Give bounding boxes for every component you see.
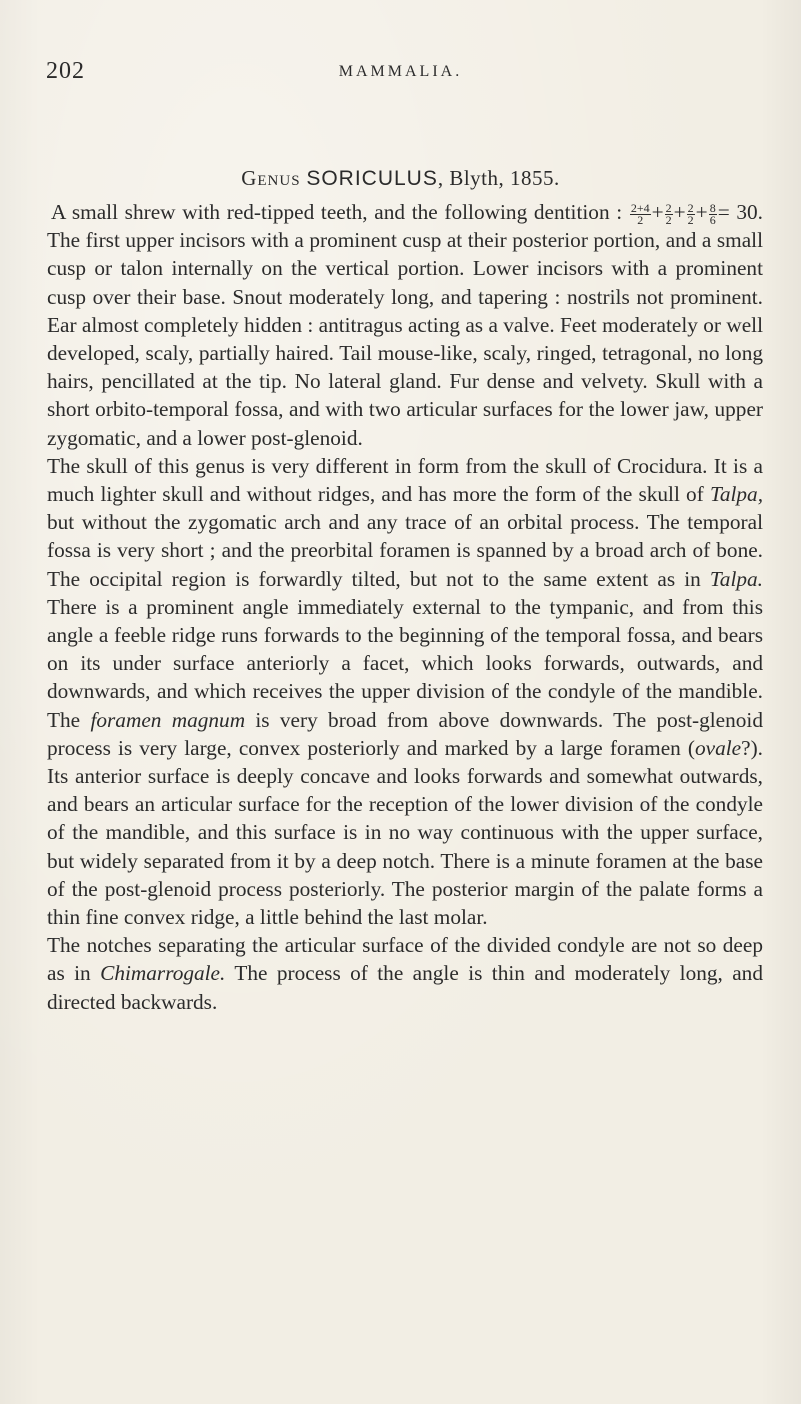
paragraph-skull: The skull of this genus is very different in form from the skull of Crocidura. It is a much lighter skull and without ridges, and has more the form of the skull of Talpa, but without the zygomatic arch and any trace of an orbital process. The temporal fossa is very short ; and the preorbital foramen is spanned by a broad arch of bone. The occipital region is forwardly tilted, but not to the same extent as in Talpa. There is a prominent angle immediately external to the tympanic, and from this angle a feeble ridge runs forwards to the beginning of the temporal fossa, and bears on its under surface anteriorly a facet, which looks forwards, outwards, and downwards, and which receives the upper division of the condyle of the mandible. The foramen magnum is very broad from above downwards. The post-glenoid process is very large, convex posteriorly and marked by a large foramen (ovale?). Its anterior surface is deeply concave and looks forwards and somewhat outwards, and bears an articular surface for the reception of the lower division of the condyle of the mandible, and this surface is in no way continuous with the upper surface, but widely separated from it by a deep notch. There is a minute foramen at the base of the post-glenoid process posteriorly. The posterior margin of the palate forms a thin fine convex ridge, a little behind the last molar. <box>47 453 764 930</box>
dentition-canines: $\frac{2}{2}$ <box>665 200 672 227</box>
term-ovale: ovale <box>695 735 742 760</box>
genus-word: Genus <box>241 166 301 190</box>
taxon-talpa: Talpa, <box>709 482 764 507</box>
running-head: MAMMALIA. <box>338 63 463 80</box>
description-intro: A small shrew with red-tipped teeth, and the following dentition : <box>51 200 623 224</box>
genus-authority: , Blyth, 1855. <box>437 166 560 190</box>
genus-heading <box>0 166 801 191</box>
body-text <box>47 198 763 1016</box>
genus-name: SORICULUS <box>306 167 438 190</box>
dentition-premolars: $\frac{2}{2}$ <box>687 200 694 227</box>
description-body: The first upper incisors with a prominent cusp at their posterior portion, and a small cusp or talon internally on the vertical portion. Lower incisors with a prominent cusp over their base. Snout moderately long, and tapering : nostrils not prominent. Ear almost completely hidden : antitragus acting as a valve. Feet moderately or well developed, scaly, partially haired. Tail mouse-like, scaly, ringed, tetragonal, no long hairs, pencillated at the tip. No lateral gland. Fur dense and velvety. Skull with a short orbito-temporal fossa, and with two articular surfaces for the lower jaw, upper zygomatic, and a lower post-glenoid. <box>47 228 763 450</box>
taxon-talpa-2: Talpa. <box>709 566 763 591</box>
dentition-total: = 30. <box>717 200 763 224</box>
dentition-incisors: $\frac{2+4}{2}$ <box>630 200 650 227</box>
dentition-molars: $\frac{8}{6}$ <box>709 200 716 227</box>
taxon-chimarrogale: Chimarrogale. <box>100 961 226 986</box>
page-number: 202 <box>46 58 85 84</box>
paragraph-notches: The notches separating the articular surface of the divided condyle are not so deep as in Chimarrogale. The process of the angle is thin and moderately long, and directed backwards. <box>47 933 763 1014</box>
paragraph-description: A small shrew with red-tipped teeth, and the following dentition : $\frac{2+4}{2}$ + $\frac{2}{2}$ + $\frac{2}{2}$ + $\frac{8}{6}$ = 30. The first upper incisors with a prominent cusp at their posterior portion, and a small cusp or talon internally on the vertical portion. Lower incisors with a prominent cusp over their base. Snout moderately long, and tapering : nostrils not prominent. Ear almost completely hidden : antitragus acting as a valve. Feet moderately or well developed, scaly, partially haired. Tail mouse-like, scaly, ringed, tetragonal, no long hairs, pencillated at the tip. No lateral gland. Fur dense and velvety. Skull with a short orbito-temporal fossa, and with two articular surfaces for the lower jaw, upper zygomatic, and a lower post-glenoid. <box>47 200 763 450</box>
term-foramen-magnum: foramen magnum <box>90 707 246 732</box>
